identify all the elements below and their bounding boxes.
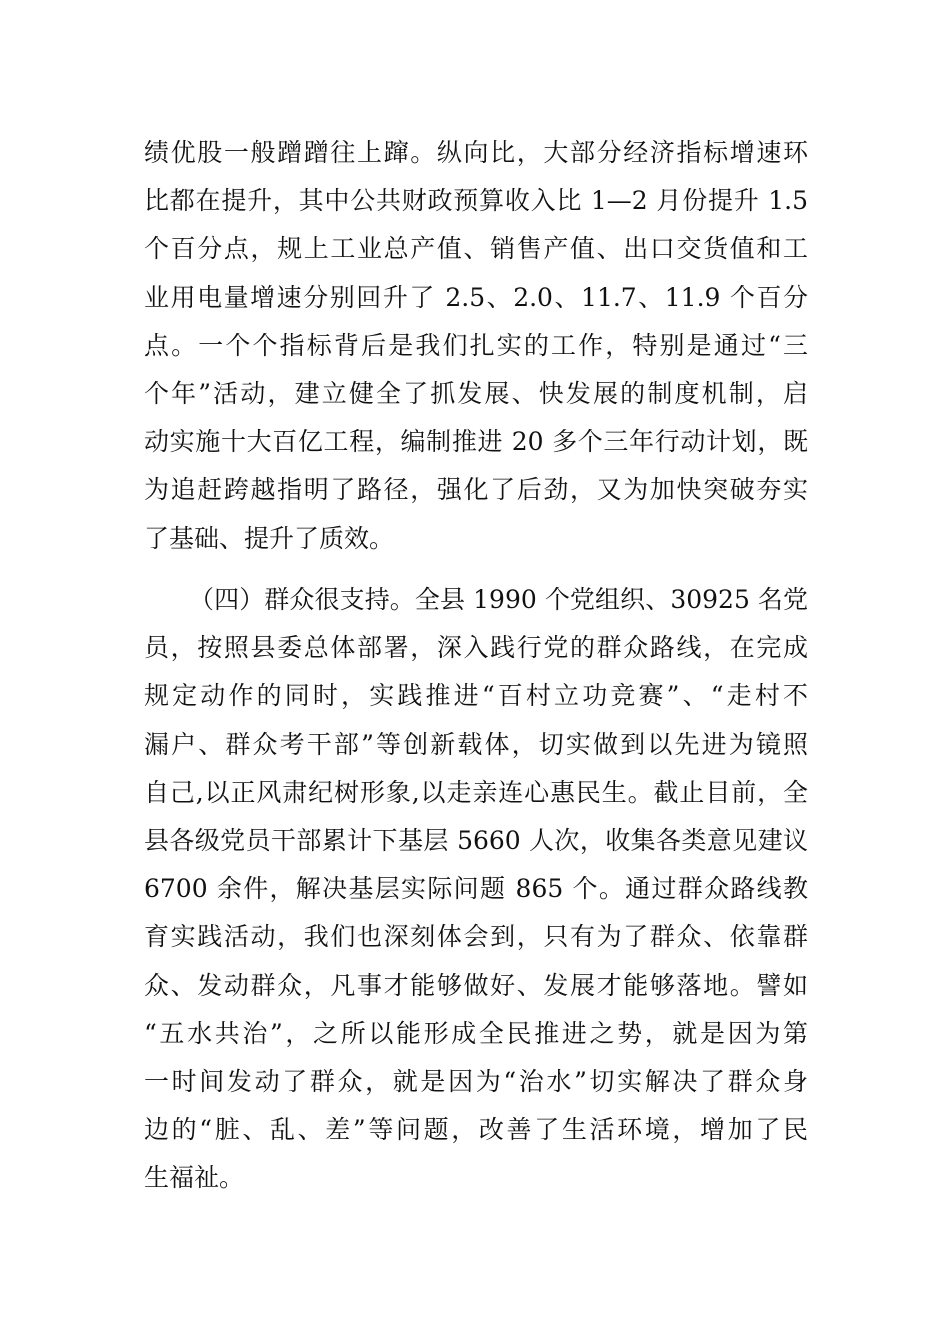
text-line: 县各级党员干部累计下基层 5660 人次，收集各类意见建议 <box>144 825 808 855</box>
text-line: 点。一个个指标背后是我们扎实的工作，特别是通过“三 <box>144 330 808 360</box>
text-line: 一时间发动了群众，就是因为“治水”切实解决了群众身 <box>144 1066 808 1096</box>
text-line: 个年”活动，建立健全了抓发展、快发展的制度机制，启 <box>144 378 808 408</box>
paragraph-four <box>144 576 808 1202</box>
text-line: 比都在提升，其中公共财政预算收入比 1—2 月份提升 1.5 <box>144 186 808 216</box>
text-line: 员，按照县委总体部署，深入践行党的群众路线，在完成 <box>144 633 808 663</box>
text-line: 生福祉。 <box>144 1163 245 1193</box>
text-line: 个百分点，规上工业总产值、销售产值、出口交货值和工 <box>144 234 808 264</box>
text-line: “五水共治”，之所以能形成全民推进之势，就是因为第 <box>144 1018 808 1048</box>
text-line: 了基础、提升了质效。 <box>144 523 395 553</box>
paragraph-continued <box>144 129 808 563</box>
text-line: 6700 余件，解决基层实际问题 865 个。通过群众路线教 <box>144 874 808 904</box>
text-line: 为追赶跨越指明了路径，强化了后劲，又为加快突破夯实 <box>144 475 808 505</box>
text-line: 自己,以正风肃纪树形象,以走亲连心惠民生。截止目前，全 <box>144 777 808 807</box>
text-line: 动实施十大百亿工程，编制推进 20 多个三年行动计划，既 <box>144 427 808 457</box>
text-line: （四）群众很支持。全县 1990 个党组织、30925 名党 <box>189 585 808 614</box>
text-line: 绩优股一般蹭蹭往上蹿。纵向比，大部分经济指标增速环 <box>144 138 808 167</box>
text-line: 漏户、群众考干部”等创新载体，切实做到以先进为镜照 <box>144 729 808 759</box>
text-line: 边的“脏、乱、差”等问题，改善了生活环境，增加了民 <box>144 1115 808 1145</box>
text-line: 规定动作的同时，实践推进“百村立功竞赛”、“走村不 <box>144 681 808 711</box>
text-line: 众、发动群众，凡事才能够做好、发展才能够落地。譬如 <box>144 970 808 1000</box>
text-line: 育实践活动，我们也深刻体会到，只有为了群众、依靠群 <box>144 922 808 952</box>
text-line: 业用电量增速分别回升了 2.5、2.0、11.7、11.9 个百分 <box>144 282 808 312</box>
